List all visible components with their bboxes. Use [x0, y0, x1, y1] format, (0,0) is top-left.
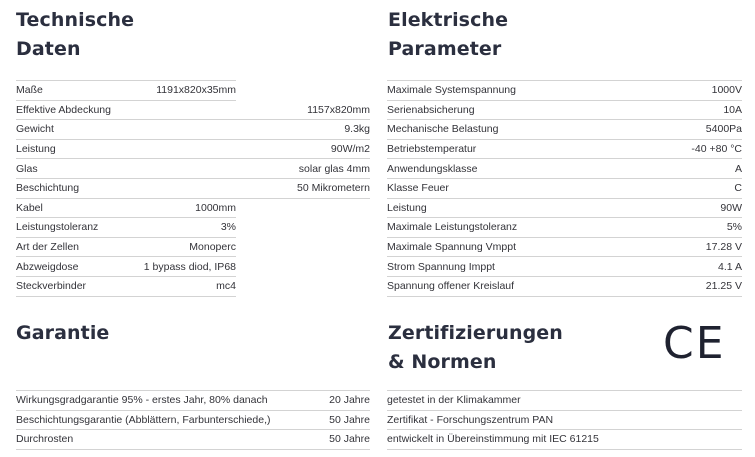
- heading-line: Parameter: [388, 38, 502, 60]
- table-row: Leistung 90W: [387, 199, 742, 219]
- table-row: Betriebstemperatur -40 +80 °C: [387, 140, 742, 160]
- table-row: Leistung 90W/m2: [16, 140, 370, 160]
- certifications-heading: [388, 319, 563, 377]
- table-row: Kabel 1000mm: [16, 199, 236, 219]
- technical-data-heading: [16, 6, 134, 64]
- electrical-parameters-heading: [388, 6, 508, 64]
- table-row: Wirkungsgradgarantie 95% - erstes Jahr, 80% danach 20 Jahre: [16, 390, 370, 411]
- table-row: Strom Spannung Imppt 4.1 A: [387, 257, 742, 277]
- table-row: Maße 1191x820x35mm: [16, 80, 236, 101]
- table-row: Abzweigdose 1 bypass diod, IP68: [16, 257, 236, 277]
- table-row: Maximale Spannung Vmppt 17.28 V: [387, 238, 742, 258]
- table-row: Gewicht 9.3kg: [16, 120, 370, 140]
- electrical-parameters-table: [387, 80, 742, 297]
- certifications-table: [387, 390, 742, 450]
- warranty-table: [16, 390, 370, 450]
- heading-line: Elektrische: [388, 9, 509, 31]
- table-row: Steckverbinder mc4: [16, 277, 236, 297]
- table-row: Serienabsicherung 10A: [387, 101, 742, 121]
- table-row: Glas solar glas 4mm: [16, 159, 370, 179]
- table-row: Art der Zellen Monoperc: [16, 238, 236, 258]
- table-row: Durchrosten 50 Jahre: [16, 430, 370, 450]
- table-row: getestet in der Klimakammer: [387, 390, 742, 411]
- table-row: Effektive Abdeckung 1157x820mm: [16, 101, 370, 121]
- heading-line: Zertifizierungen: [388, 322, 563, 344]
- table-row: Beschichtung 50 Mikrometern: [16, 179, 370, 199]
- table-row: Mechanische Belastung 5400Pa: [387, 120, 742, 140]
- ce-mark-icon: CE: [663, 318, 726, 369]
- table-row: Maximale Systemspannung 1000V: [387, 80, 742, 101]
- heading-line: & Normen: [388, 351, 497, 373]
- warranty-heading: [16, 319, 109, 348]
- table-row: Leistungstoleranz 3%: [16, 218, 236, 238]
- table-row: Klasse Feuer C: [387, 179, 742, 199]
- heading-line: Garantie: [16, 322, 110, 344]
- table-row: Beschichtungsgarantie (Abblättern, Farbunterschiede,) 50 Jahre: [16, 411, 370, 431]
- heading-line: Technische: [16, 9, 135, 31]
- table-row: Anwendungsklasse A: [387, 159, 742, 179]
- table-row: Maximale Leistungstoleranz 5%: [387, 218, 742, 238]
- table-row: entwickelt in Übereinstimmung mit IEC 61215: [387, 430, 742, 450]
- heading-line: Daten: [16, 38, 81, 60]
- table-row: Spannung offener Kreislauf 21.25 V: [387, 277, 742, 297]
- table-row: Zertifikat - Forschungszentrum PAN: [387, 411, 742, 431]
- technical-data-table: [16, 80, 370, 297]
